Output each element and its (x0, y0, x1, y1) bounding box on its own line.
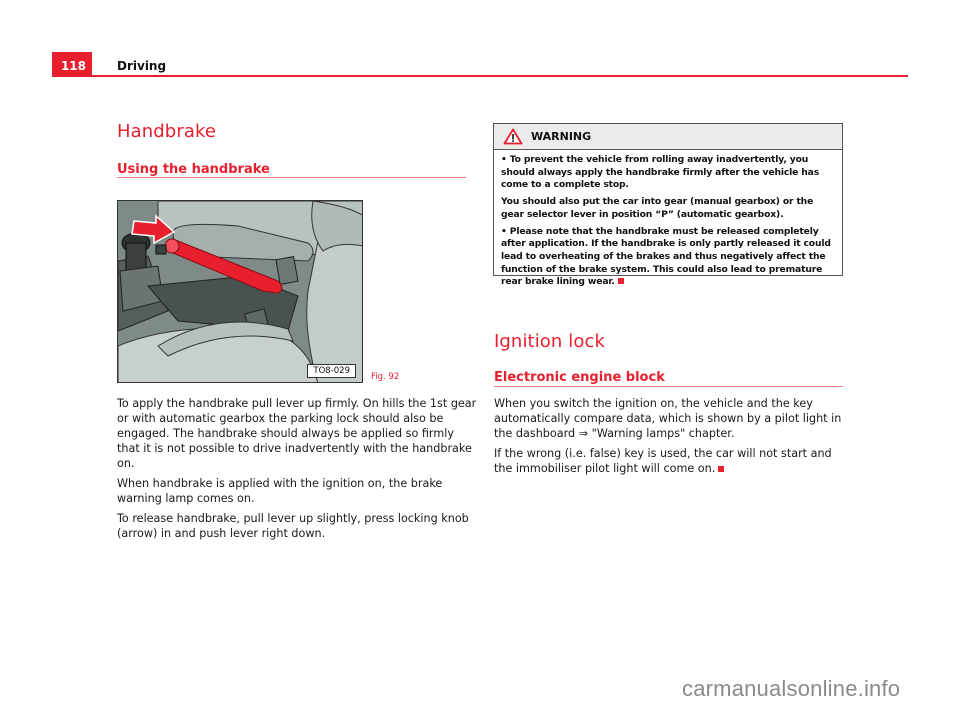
watermark: carmanualsonline.info (682, 676, 901, 701)
subsection-rule (117, 177, 466, 178)
paragraph: When handbrake is applied with the ignition on, the brake warning lamp comes on. (117, 477, 443, 505)
warning-body (494, 150, 842, 289)
figure-code: TO8-029 (307, 364, 356, 378)
warning-box (493, 123, 843, 288)
end-of-section-icon (618, 278, 624, 284)
warning-title: WARNING (531, 130, 592, 143)
subsection-title-using-handbrake: Using the handbrake (117, 162, 270, 177)
warning-paragraph-text: • Please note that the handbrake must be released completely after application. If the handbrake is only partly released it could lead to overheating of the brakes and thus negatively affect the function of the brake system. This could also lead to premature rear brake lining wear. (501, 225, 831, 288)
handbrake-drawing (118, 201, 363, 383)
paragraph: To release handbrake, pull lever up slightly, press locking knob (arrow) in and push lever right down. (117, 512, 469, 540)
subsection-title-electronic-engine-block: Electronic engine block (494, 370, 665, 385)
figure-label: Fig. 92 (371, 372, 400, 382)
end-of-section-icon (718, 466, 724, 472)
warning-header (494, 124, 842, 150)
ignition-body (494, 396, 846, 481)
section-title-handbrake: Handbrake (117, 121, 217, 142)
paragraph-text: If the wrong (i.e. false) key is used, the car will not start and the immobiliser pilot light will come on. (494, 447, 832, 475)
subsection-rule (494, 386, 843, 387)
header-rule (92, 75, 908, 77)
page-number: 118 (52, 52, 92, 77)
paragraph (494, 446, 846, 476)
warning-paragraph: You should also put the car into gear (manual gearbox) or the gear selector lever in position “P” (automatic gearbox). (501, 196, 814, 220)
section-title-ignition-lock: Ignition lock (494, 331, 605, 352)
warning-paragraph: • To prevent the vehicle from rolling away inadvertently, you should always apply the handbrake firmly after the vehicle has come to a complete stop. (501, 154, 820, 191)
paragraph: To apply the handbrake pull lever up firmly. On hills the 1st gear or with automatic gearbox the parking lock should also be engaged. The handbrake should always be applied so firmly that it is not possible to drive inadvertently with the handbrake on. (117, 397, 477, 470)
warning-paragraph (501, 226, 835, 290)
running-head: Driving (117, 59, 167, 73)
warning-triangle-icon (503, 128, 523, 145)
paragraph: When you switch the ignition on, the vehicle and the key automatically compare data, which is shown by a pilot light in the dashboard ⇒ "Warning lamps" chapter. (494, 397, 842, 440)
handbrake-illustration (117, 200, 363, 383)
handbrake-body (117, 396, 477, 546)
